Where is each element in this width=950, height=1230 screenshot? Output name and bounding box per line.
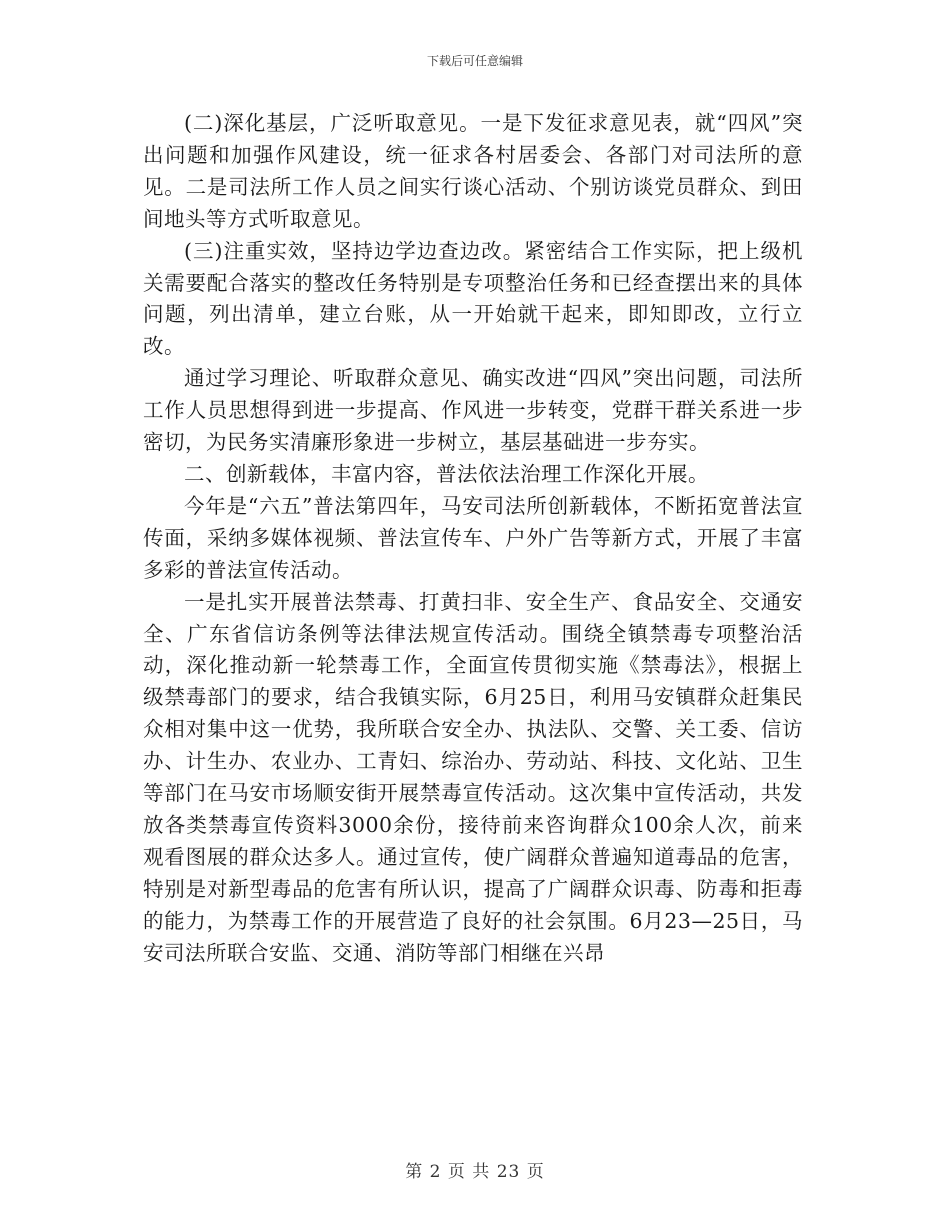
- document-body: [143, 108, 803, 969]
- paragraph-focus-results: (三)注重实效，坚持边学边查边改。紧密结合工作实际，把上级机关需要配合落实的整改任务特别是专项整治任务和已经查摆出来的具体问题，列出清单，建立台账，从一开始就干起来，即知即改，立行立改。: [143, 238, 803, 359]
- paragraph-summary: 通过学习理论、听取群众意见、确实改进“四风”突出问题，司法所工作人员思想得到进一步提高、作风进一步转变，党群干群关系进一步密切，为民务实清廉形象进一步树立，基层基础进一步夯实。: [143, 366, 803, 455]
- paragraph-consult-grassroots: (二)深化基层，广泛听取意见。一是下发征求意见表，就“四风”突出问题和加强作风建设，统一征求各村居委会、各部门对司法所的意见。二是司法所工作人员之间实行谈心活动、个别访谈党员群众、到田间地头等方式听取意见。: [143, 111, 803, 231]
- paragraph-anti-drug-campaign: 一是扎实开展普法禁毒、打黄扫非、安全生产、食品安全、交通安全、广东省信访条例等法律法规宣传活动。围绕全镇禁毒专项整治活动，深化推动新一轮禁毒工作，全面宣传贯彻实施《禁毒法》，根据上级禁毒部门的要求，结合我镇实际，6月25日，利用马安镇群众赶集民众相对集中这一优势，我所联合安全办、执法队、交警、关工委、信访办、计生办、农业办、工青妇、综治办、劳动站、科技、文化站、卫生等部门在马安市场顺安街开展禁毒宣传活动。这次集中宣传活动，共发放各类禁毒宣传资料3000余份，接待前来咨询群众100余人次，前来观看图展的群众达多人。通过宣传，使广阔群众普遍知道毒品的危害，特别是对新型毒品的危害有所认识，提高了广阔群众识毒、防毒和拒毒的能力，为禁毒工作的开展营造了良好的社会氛围。6月23—25日，马安司法所联合安监、交通、消防等部门相继在兴昂: [143, 589, 803, 965]
- section-heading-two: 二、创新载体，丰富内容，普法依法治理工作深化开展。: [184, 461, 709, 486]
- paragraph-legal-publicity: 今年是“六五”普法第四年，马安司法所创新载体，不断拓宽普法宣传面，采纳多媒体视频、普法宣传车、户外广告等新方式，开展了丰富多彩的普法宣传活动。: [143, 493, 803, 582]
- page-header-note: 下载后可任意编辑: [426, 54, 523, 68]
- page-number-footer: 第 2 页 共 23 页: [405, 1162, 545, 1182]
